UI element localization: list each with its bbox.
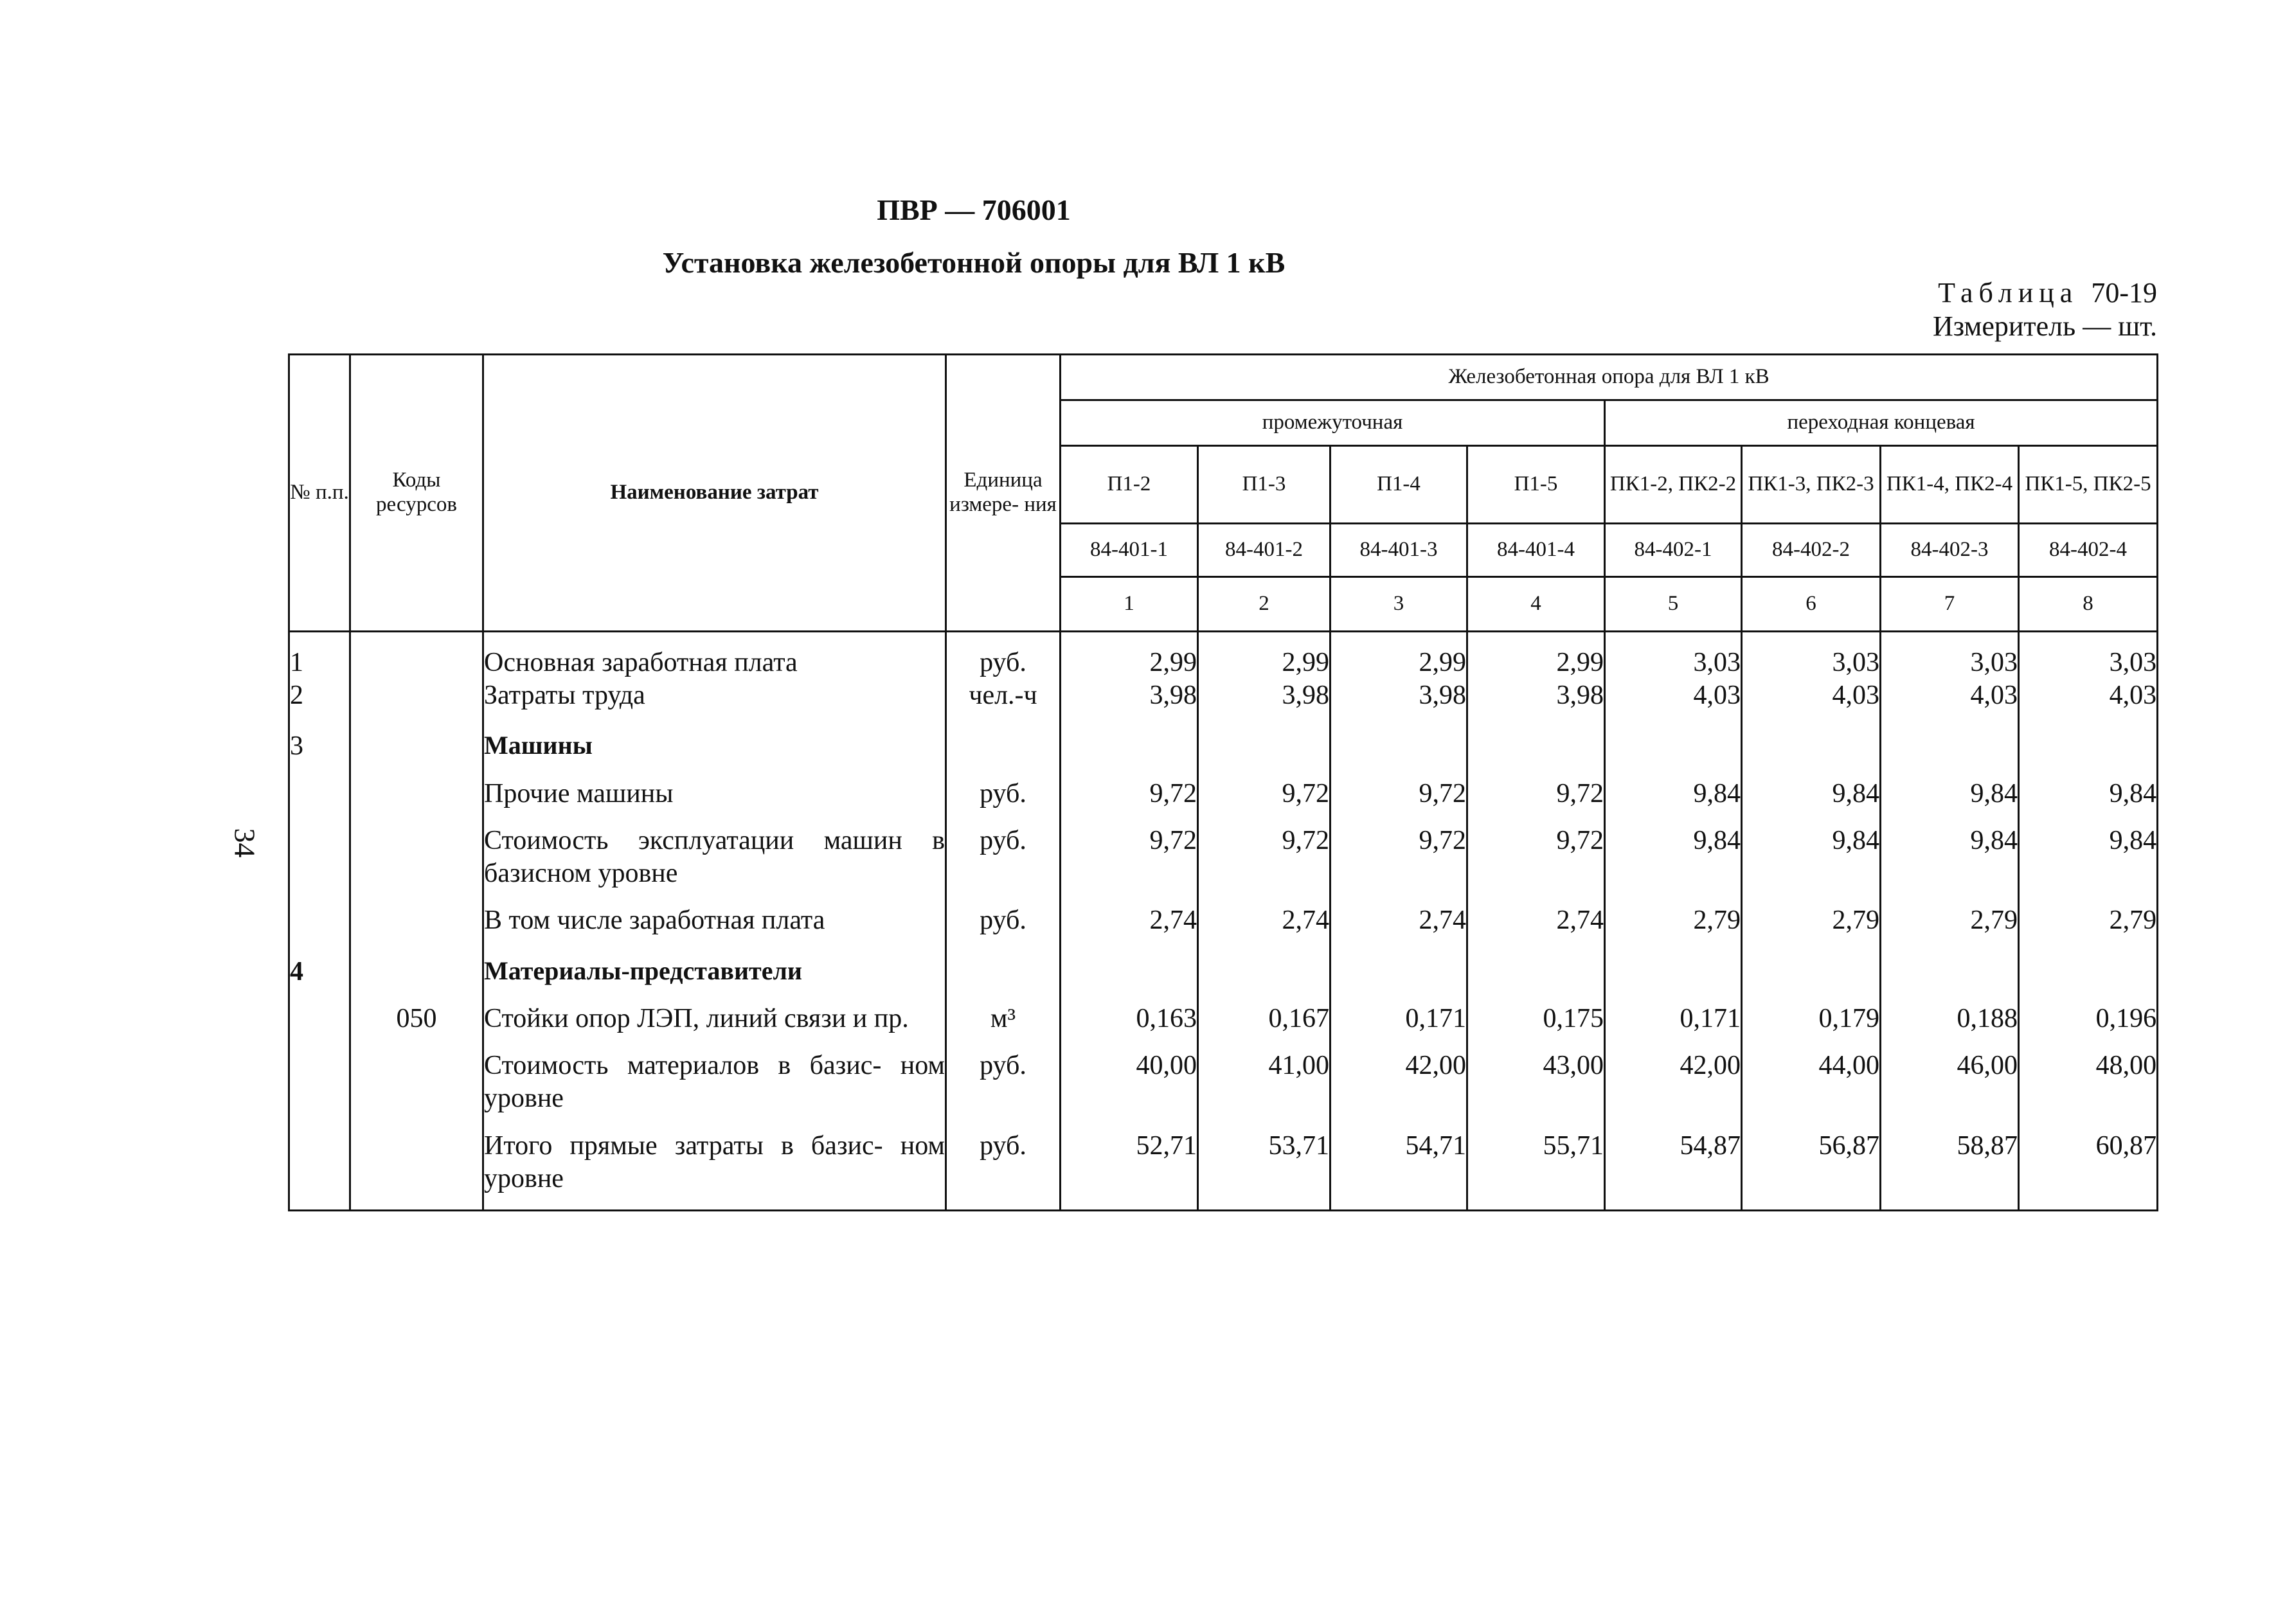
row-unit: руб.: [946, 632, 1061, 680]
row-value: 42,00: [1605, 1035, 1742, 1115]
row-value: 3,03: [1881, 632, 2019, 680]
row-value: 3,03: [2019, 632, 2158, 680]
row-value: [1061, 938, 1198, 988]
row-value: 2,74: [1467, 890, 1605, 937]
header-type: П1-2: [1061, 446, 1198, 524]
row-value: [1331, 938, 1467, 988]
row-code: [350, 763, 483, 810]
row-value: 2,79: [1742, 890, 1881, 937]
row-value: 9,72: [1467, 810, 1605, 890]
row-value: [1467, 938, 1605, 988]
row-value: 41,00: [1198, 1035, 1331, 1115]
row-value: 9,84: [1742, 763, 1881, 810]
row-name: [483, 1035, 946, 1115]
row-code: [350, 712, 483, 763]
row-code: [350, 810, 483, 890]
row-value: 3,98: [1467, 679, 1605, 712]
row-code: [350, 938, 483, 988]
row-value: [1742, 938, 1881, 988]
header-code: 84-402-4: [2019, 524, 2158, 577]
row-value: 9,84: [1605, 763, 1742, 810]
header-code: 84-401-4: [1467, 524, 1605, 577]
header-num: № п.п.: [289, 355, 350, 632]
row-value: [2019, 938, 2158, 988]
row-value: [1881, 938, 2019, 988]
row-code: 050: [350, 988, 483, 1035]
row-unit: руб.: [946, 1116, 1061, 1211]
row-value: 0,188: [1881, 988, 2019, 1035]
cost-table: [288, 353, 2158, 1211]
document-title: Установка железобетонной опоры для ВЛ 1 кВ: [662, 246, 1286, 279]
header-group: Железобетонная опора для ВЛ 1 кВ: [1061, 355, 2158, 400]
row-num: 4: [289, 938, 350, 988]
header-col-number: 1: [1061, 577, 1198, 632]
row-value: 0,163: [1061, 988, 1198, 1035]
row-num: [289, 1035, 350, 1115]
row-unit: м³: [946, 988, 1061, 1035]
row-value: 2,99: [1467, 632, 1605, 680]
header-code: 84-401-3: [1331, 524, 1467, 577]
header-col-number: 8: [2019, 577, 2158, 632]
row-value: 2,99: [1198, 632, 1331, 680]
row-value: 0,175: [1467, 988, 1605, 1035]
row-value: 9,72: [1331, 763, 1467, 810]
row-num: 3: [289, 712, 350, 763]
row-value: [2019, 712, 2158, 763]
meter-unit: Измеритель — шт.: [1932, 310, 2157, 342]
row-unit: руб.: [946, 890, 1061, 937]
header-unit: Единица измере- ния: [946, 355, 1061, 632]
table-section-row: [289, 938, 2158, 988]
row-name: Основная заработная плата: [483, 632, 946, 680]
row-value: 9,72: [1061, 810, 1198, 890]
row-value: 54,87: [1605, 1116, 1742, 1211]
row-unit: чел.-ч: [946, 679, 1061, 712]
row-value: 3,98: [1061, 679, 1198, 712]
row-value: 42,00: [1331, 1035, 1467, 1115]
row-value: 2,74: [1198, 890, 1331, 937]
header-col-number: 2: [1198, 577, 1331, 632]
header-col-number: 4: [1467, 577, 1605, 632]
row-value: 9,84: [2019, 763, 2158, 810]
header-code: 84-402-1: [1605, 524, 1742, 577]
row-value: 3,98: [1198, 679, 1331, 712]
row-num: 2: [289, 679, 350, 712]
row-code: [350, 1116, 483, 1211]
row-value: 40,00: [1061, 1035, 1198, 1115]
row-code: [350, 890, 483, 937]
row-value: 4,03: [1605, 679, 1742, 712]
row-value: [1467, 712, 1605, 763]
table-row: [289, 679, 2158, 712]
row-code: [350, 632, 483, 680]
header-subgroup-intermediate: промежуточная: [1061, 400, 1605, 446]
header-col-number: 5: [1605, 577, 1742, 632]
row-num: [289, 1116, 350, 1211]
table-row: [289, 890, 2158, 937]
row-value: 48,00: [2019, 1035, 2158, 1115]
table-label: [1938, 276, 2157, 309]
row-value: 9,72: [1331, 810, 1467, 890]
row-value: 2,99: [1061, 632, 1198, 680]
table-row: [289, 1116, 2158, 1211]
row-num: [289, 763, 350, 810]
row-code: [350, 1035, 483, 1115]
row-name-text: Стоимость материалов в базис- ном уровне: [484, 1051, 945, 1114]
row-value: [1881, 712, 2019, 763]
row-value: 60,87: [2019, 1116, 2158, 1211]
row-value: 58,87: [1881, 1116, 2019, 1211]
row-value: 9,72: [1061, 763, 1198, 810]
row-unit: руб.: [946, 810, 1061, 890]
row-value: 9,84: [1742, 810, 1881, 890]
header-code: 84-401-2: [1198, 524, 1331, 577]
table-word: Таблица: [1938, 277, 2079, 308]
table-number: 70-19: [2091, 277, 2157, 308]
row-value: 2,79: [1881, 890, 2019, 937]
header-type: ПК1-3, ПК2-3: [1742, 446, 1881, 524]
header-codes: Коды ресурсов: [350, 355, 483, 632]
row-name: Прочие машины: [483, 763, 946, 810]
section-heading: Материалы-представители: [483, 938, 946, 988]
table-row: [289, 763, 2158, 810]
header-name: Наименование затрат: [483, 355, 946, 632]
row-name: [483, 810, 946, 890]
row-num: 1: [289, 632, 350, 680]
row-unit: руб.: [946, 763, 1061, 810]
page-number: 34: [228, 828, 262, 858]
row-value: 2,79: [1605, 890, 1742, 937]
row-value: [1742, 712, 1881, 763]
row-value: 44,00: [1742, 1035, 1881, 1115]
document-code: ПВР — 706001: [877, 193, 1071, 226]
table-row: [289, 632, 2158, 680]
header-code: 84-402-3: [1881, 524, 2019, 577]
header-type: П1-3: [1198, 446, 1331, 524]
row-value: 4,03: [1881, 679, 2019, 712]
row-value: [1331, 712, 1467, 763]
row-name: [483, 988, 946, 1035]
row-value: 0,196: [2019, 988, 2158, 1035]
row-value: 0,171: [1605, 988, 1742, 1035]
table-row: [289, 988, 2158, 1035]
header-type: ПК1-5, ПК2-5: [2019, 446, 2158, 524]
section-heading: Машины: [483, 712, 946, 763]
row-value: 9,84: [2019, 810, 2158, 890]
row-value: 9,72: [1198, 763, 1331, 810]
row-num: [289, 988, 350, 1035]
header-code: 84-401-1: [1061, 524, 1198, 577]
row-value: 56,87: [1742, 1116, 1881, 1211]
row-unit: руб.: [946, 1035, 1061, 1115]
row-unit: [946, 712, 1061, 763]
row-value: 46,00: [1881, 1035, 2019, 1115]
row-value: [1061, 712, 1198, 763]
header-type: П1-4: [1331, 446, 1467, 524]
row-name-text: Стоимость эксплуатации машин в базисном уровне: [484, 825, 945, 889]
row-value: 2,79: [2019, 890, 2158, 937]
header-type: ПК1-4, ПК2-4: [1881, 446, 2019, 524]
header-col-number: 6: [1742, 577, 1881, 632]
row-value: 2,99: [1331, 632, 1467, 680]
row-value: 9,84: [1881, 763, 2019, 810]
row-value: 3,98: [1331, 679, 1467, 712]
header-col-number: 7: [1881, 577, 2019, 632]
row-unit: [946, 938, 1061, 988]
row-value: [1198, 712, 1331, 763]
row-value: 0,167: [1198, 988, 1331, 1035]
row-value: 9,84: [1881, 810, 2019, 890]
row-value: 2,74: [1061, 890, 1198, 937]
row-value: 43,00: [1467, 1035, 1605, 1115]
row-value: [1605, 712, 1742, 763]
row-name: В том числе заработная плата: [483, 890, 946, 937]
row-value: 53,71: [1198, 1116, 1331, 1211]
row-name-text: Стойки опор ЛЭП, линий связи и пр.: [484, 1003, 909, 1033]
row-value: [1605, 938, 1742, 988]
row-value: [1198, 938, 1331, 988]
row-value: 9,84: [1605, 810, 1742, 890]
row-value: 55,71: [1467, 1116, 1605, 1211]
header-subgroup-transition: переходная концевая: [1605, 400, 2158, 446]
row-code: [350, 679, 483, 712]
table-row: [289, 1035, 2158, 1115]
row-num: [289, 890, 350, 937]
row-value: 3,03: [1742, 632, 1881, 680]
row-value: 4,03: [1742, 679, 1881, 712]
header-type: ПК1-2, ПК2-2: [1605, 446, 1742, 524]
header-code: 84-402-2: [1742, 524, 1881, 577]
row-value: 2,74: [1331, 890, 1467, 937]
table-row: [289, 810, 2158, 890]
row-value: 4,03: [2019, 679, 2158, 712]
row-value: 3,03: [1605, 632, 1742, 680]
row-value: 0,171: [1331, 988, 1467, 1035]
header-col-number: 3: [1331, 577, 1467, 632]
row-name: [483, 1116, 946, 1211]
row-value: 9,72: [1198, 810, 1331, 890]
row-name: Затраты труда: [483, 679, 946, 712]
row-value: 0,179: [1742, 988, 1881, 1035]
header-type: П1-5: [1467, 446, 1605, 524]
row-value: 52,71: [1061, 1116, 1198, 1211]
row-value: 54,71: [1331, 1116, 1467, 1211]
row-value: 9,72: [1467, 763, 1605, 810]
row-num: [289, 810, 350, 890]
row-name-text: Итого прямые затраты в базис- ном уровне: [484, 1130, 945, 1193]
table-section-row: [289, 712, 2158, 763]
